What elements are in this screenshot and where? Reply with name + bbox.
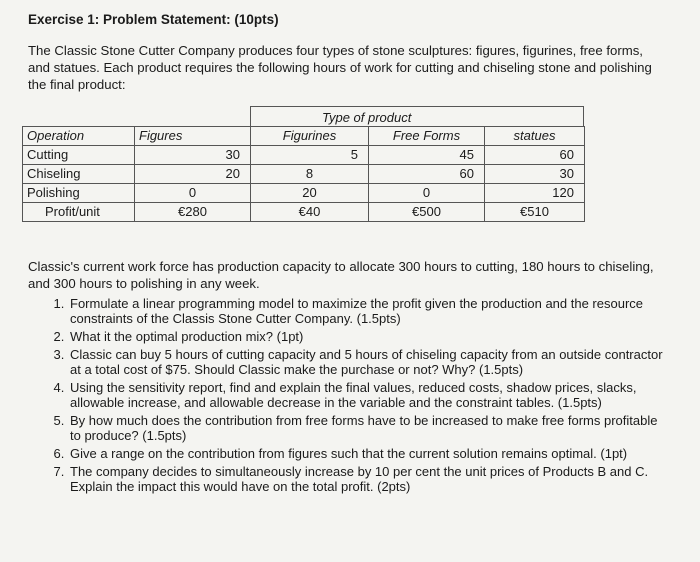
table-cell: 0 bbox=[135, 184, 251, 203]
table-cell: 60 bbox=[369, 165, 485, 184]
table-cell: 5 bbox=[251, 146, 369, 165]
table-row bbox=[23, 203, 585, 222]
list-item: 1. Formulate a linear programming model to maximize the profit given the production and the resource constraints of the Classis Stone Cutter Company. (1.5pts) bbox=[68, 296, 668, 326]
list-item: 2. What it the optimal production mix? (1pt) bbox=[68, 329, 668, 344]
table-header-row bbox=[23, 127, 585, 146]
table-cell: €510 bbox=[485, 203, 585, 222]
table-row bbox=[23, 146, 585, 165]
question-list bbox=[40, 296, 668, 497]
table-cell: 30 bbox=[485, 165, 585, 184]
row-label: Polishing bbox=[23, 184, 135, 203]
list-item: 4. Using the sensitivity report, find and explain the final values, reduced costs, shadow prices, slacks, allowable increase, and allowable decrease in the variable and the constraint tables. (1.5pts) bbox=[68, 380, 668, 410]
list-item: 3. Classic can buy 5 hours of cutting capacity and 5 hours of chiseling capacity from an outside contractor at a total cost of $75. Should Classic make the purchase or not? Why? (1.5pts) bbox=[68, 347, 668, 377]
table-cell: 20 bbox=[251, 184, 369, 203]
table-group-header: Type of product bbox=[322, 110, 412, 125]
table-cell: 8 bbox=[251, 165, 369, 184]
header-statues: statues bbox=[485, 127, 585, 146]
table-group-frame bbox=[250, 106, 584, 126]
list-item: 5. By how much does the contribution from free forms have to be increased to make free forms profitable to produce? (1.5pts) bbox=[68, 413, 668, 443]
table-row bbox=[23, 184, 585, 203]
list-item: 7. The company decides to simultaneously increase by 10 per cent the unit prices of Products B and C. Explain the impact this would have on the total profit. (2pts) bbox=[68, 464, 668, 494]
table-cell: 120 bbox=[485, 184, 585, 203]
table-cell: €500 bbox=[369, 203, 485, 222]
row-label: Cutting bbox=[23, 146, 135, 165]
product-hours-table bbox=[22, 126, 585, 222]
header-free-forms: Free Forms bbox=[369, 127, 485, 146]
header-operation: Operation bbox=[23, 127, 135, 146]
table-cell: 60 bbox=[485, 146, 585, 165]
table-row bbox=[23, 165, 585, 184]
row-label: Chiseling bbox=[23, 165, 135, 184]
table-cell: 20 bbox=[135, 165, 251, 184]
capacity-paragraph: Classic's current work force has production capacity to allocate 300 hours to cutting, 180 hours to chiseling, and 300 hours to polishing in any week. bbox=[28, 259, 654, 291]
table-cell: 45 bbox=[369, 146, 485, 165]
header-figures: Figures bbox=[135, 127, 251, 146]
header-figurines: Figurines bbox=[251, 127, 369, 146]
row-label: Profit/unit bbox=[23, 203, 135, 222]
intro-paragraph: The Classic Stone Cutter Company produces four types of stone sculptures: figures, figurines, free forms, and statues. Each product requires the following hours of work for cutting and chiseling stone and polishing the final product: bbox=[28, 43, 652, 92]
table-cell: €40 bbox=[251, 203, 369, 222]
table-cell: €280 bbox=[135, 203, 251, 222]
exercise-title: Exercise 1: Problem Statement: (10pts) bbox=[28, 12, 279, 27]
table-cell: 0 bbox=[369, 184, 485, 203]
table-cell: 30 bbox=[135, 146, 251, 165]
list-item: 6. Give a range on the contribution from figures such that the current solution remains optimal. (1pt) bbox=[68, 446, 668, 461]
